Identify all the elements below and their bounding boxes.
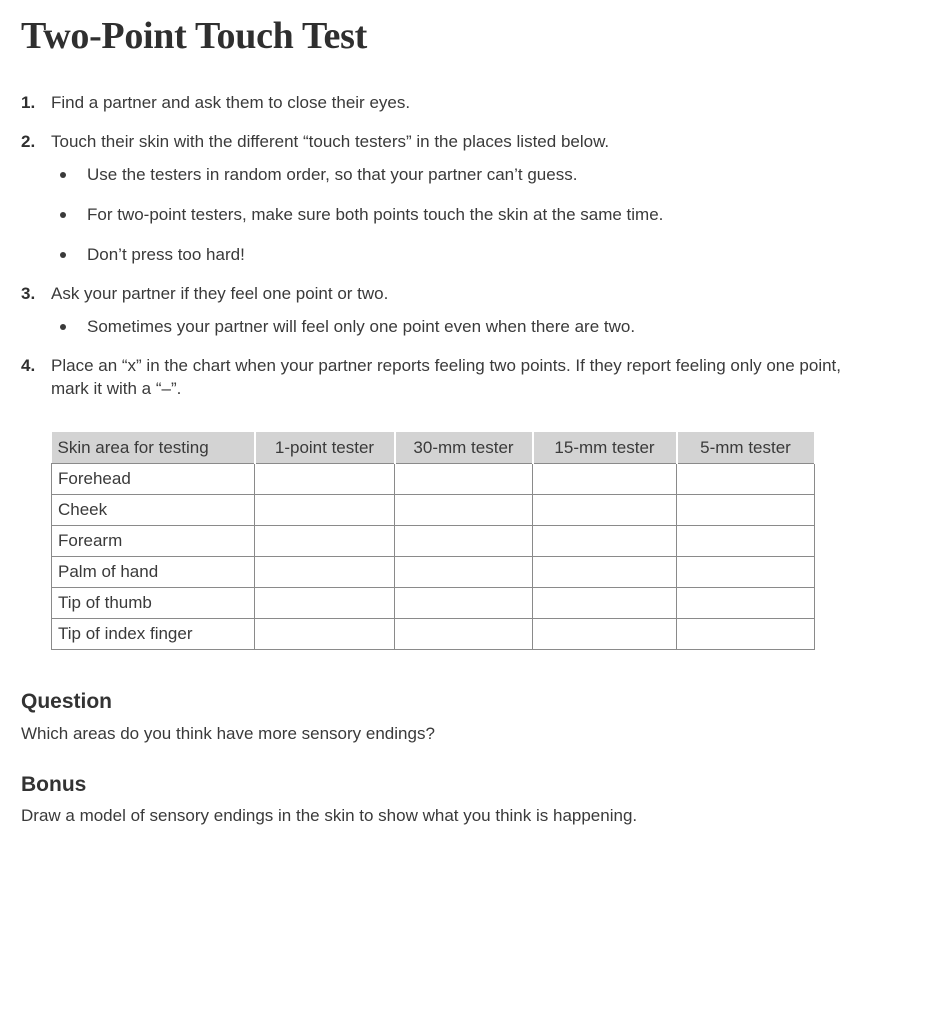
result-cell[interactable] <box>533 464 677 495</box>
bullet-icon <box>60 172 66 178</box>
result-cell[interactable] <box>533 588 677 619</box>
result-cell[interactable] <box>255 495 395 526</box>
column-header: 1-point tester <box>255 432 395 464</box>
skin-area-cell: Cheek <box>52 495 255 526</box>
touch-test-table <box>51 432 816 650</box>
skin-area-cell: Tip of index finger <box>52 619 255 650</box>
column-header: 30-mm tester <box>395 432 533 464</box>
result-cell[interactable] <box>255 588 395 619</box>
result-cell[interactable] <box>677 464 815 495</box>
result-cell[interactable] <box>395 619 533 650</box>
instructions-list <box>21 91 871 416</box>
bullet-item <box>51 315 871 338</box>
step-3-bullets <box>51 315 871 338</box>
result-cell[interactable] <box>395 526 533 557</box>
table-row <box>52 619 815 650</box>
bullet-icon <box>60 324 66 330</box>
result-cell[interactable] <box>677 619 815 650</box>
bonus-heading: Bonus <box>21 773 87 796</box>
step-text: Find a partner and ask them to close their eyes. <box>51 93 411 112</box>
result-cell[interactable] <box>255 619 395 650</box>
result-cell[interactable] <box>395 464 533 495</box>
step-2 <box>21 130 871 266</box>
table-row <box>52 526 815 557</box>
table-row <box>52 495 815 526</box>
step-text: Touch their skin with the different “touch testers” in the places listed below. <box>51 132 610 151</box>
result-cell[interactable] <box>677 495 815 526</box>
column-header: 5-mm tester <box>677 432 815 464</box>
result-cell[interactable] <box>677 557 815 588</box>
result-cell[interactable] <box>677 526 815 557</box>
table-row <box>52 464 815 495</box>
step-3 <box>21 282 871 338</box>
step-number: 3. <box>21 284 36 303</box>
result-cell[interactable] <box>533 557 677 588</box>
table-row <box>52 588 815 619</box>
step-2-bullets <box>51 163 871 266</box>
table-row <box>52 557 815 588</box>
step-text: Ask your partner if they feel one point or two. <box>51 284 389 303</box>
result-cell[interactable] <box>395 557 533 588</box>
result-cell[interactable] <box>255 557 395 588</box>
bullet-item <box>51 163 871 186</box>
step-number: 1. <box>21 93 36 112</box>
result-cell[interactable] <box>255 464 395 495</box>
column-header: Skin area for testing <box>52 432 255 464</box>
result-cell[interactable] <box>533 495 677 526</box>
bullet-item <box>51 243 871 266</box>
step-text: Place an “x” in the chart when your partner reports feeling two points. If they report feeling only one point, mark it with a “–”. <box>51 356 841 398</box>
result-cell[interactable] <box>395 495 533 526</box>
bullet-item <box>51 203 871 226</box>
question-text: Which areas do you think have more sensory endings? <box>21 724 435 743</box>
step-4 <box>21 354 871 400</box>
skin-area-cell: Forearm <box>52 526 255 557</box>
bullet-text: For two-point testers, make sure both points touch the skin at the same time. <box>87 205 664 224</box>
bullet-icon <box>60 252 66 258</box>
skin-area-cell: Tip of thumb <box>52 588 255 619</box>
bonus-text: Draw a model of sensory endings in the skin to show what you think is happening. <box>21 806 638 825</box>
question-heading: Question <box>21 690 113 713</box>
bullet-text: Use the testers in random order, so that your partner can’t guess. <box>87 165 578 184</box>
result-cell[interactable] <box>255 526 395 557</box>
result-cell[interactable] <box>677 588 815 619</box>
skin-area-cell: Palm of hand <box>52 557 255 588</box>
skin-area-cell: Forehead <box>52 464 255 495</box>
table-header-row <box>52 432 815 464</box>
column-header: 15-mm tester <box>533 432 677 464</box>
bullet-text: Don’t press too hard! <box>87 245 245 264</box>
step-number: 2. <box>21 132 36 151</box>
step-1 <box>21 91 871 114</box>
page-title: Two-Point Touch Test <box>21 15 367 57</box>
result-cell[interactable] <box>533 619 677 650</box>
result-cell[interactable] <box>395 588 533 619</box>
result-cell[interactable] <box>533 526 677 557</box>
bullet-icon <box>60 212 66 218</box>
bullet-text: Sometimes your partner will feel only one point even when there are two. <box>87 317 636 336</box>
step-number: 4. <box>21 356 36 375</box>
